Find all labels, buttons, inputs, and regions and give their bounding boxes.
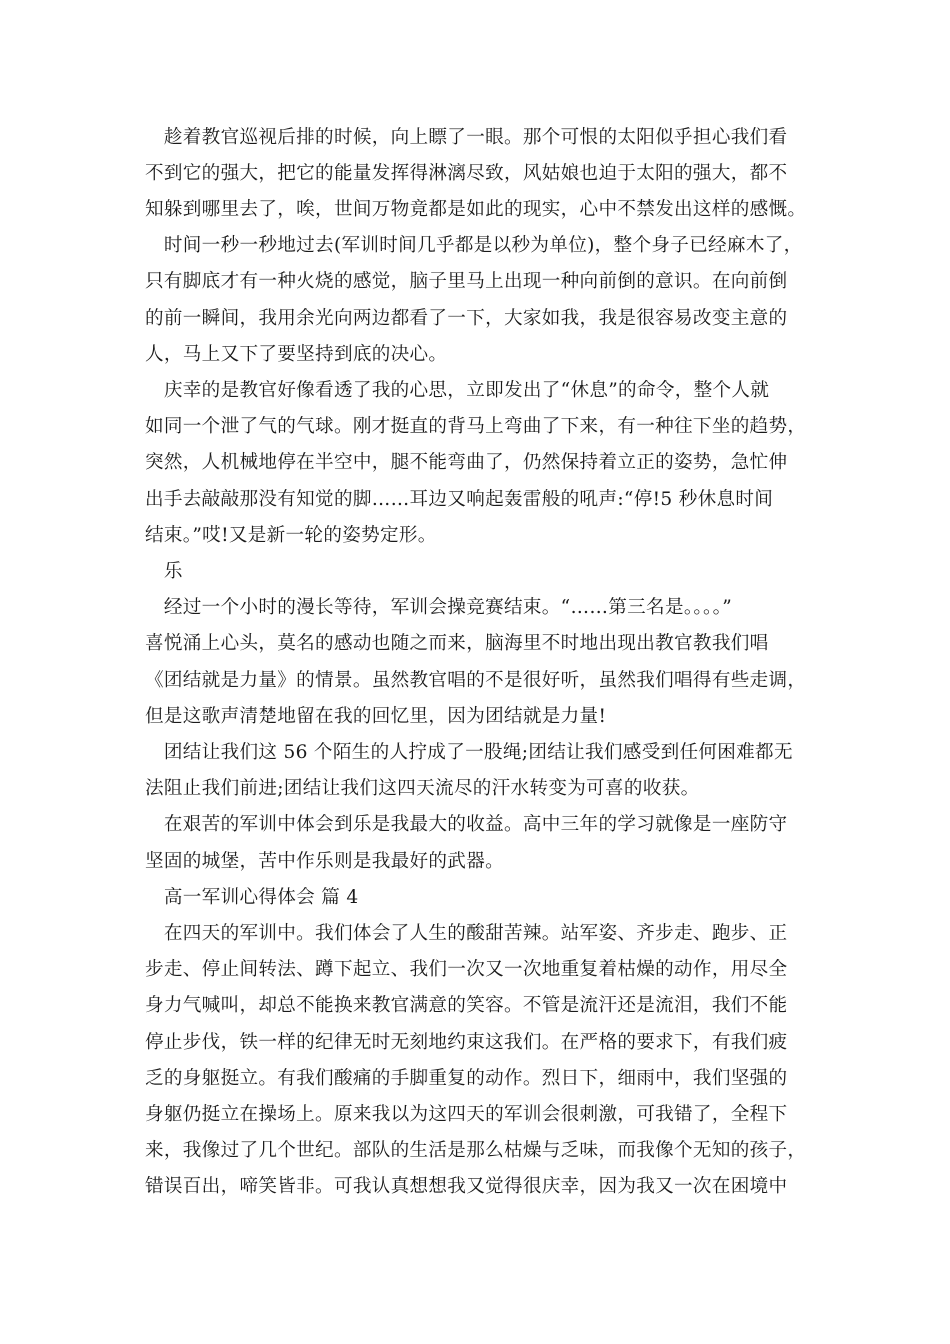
text-line: 但是这歌声清楚地留在我的回忆里，因为团结就是力量!: [145, 706, 607, 727]
text-line: 法阻止我们前进;团结让我们这四天流尽的汗水转变为可喜的收获。: [145, 778, 700, 799]
text-line: 来，我像过了几个世纪。部队的生活是那么枯燥与乏味，而我像个无知的孩子，: [145, 1140, 807, 1161]
text-line: 趁着教官巡视后排的时候，向上瞟了一眼。那个可恨的太阳似乎担心我们看: [145, 127, 788, 148]
text-line: 结束。”哎!又是新一轮的姿势定形。: [145, 525, 437, 546]
text-line: 在艰苦的军训中体会到乐是我最大的收益。高中三年的学习就像是一座防守: [145, 814, 788, 835]
text-line: 《团结就是力量》的情景。虽然教官唱的不是很好听，虽然我们唱得有些走调，: [145, 670, 807, 691]
text-line: 停止步伐，铁一样的纪律无时无刻地约束这我们。在严格的要求下，有我们疲: [145, 1032, 788, 1053]
text-line: 不到它的强大，把它的能量发挥得淋漓尽致，风姑娘也迫于太阳的强大，都不: [145, 163, 788, 184]
text-line: 在四天的军训中。我们体会了人生的酸甜苦辣。站军姿、齐步走、跑步、正: [145, 923, 788, 944]
text-line: 突然，人机械地停在半空中，腿不能弯曲了，仍然保持着立正的姿势，急忙伸: [145, 452, 788, 473]
text-line: 只有脚底才有一种火烧的感觉，脑子里马上出现一种向前倒的意识。在向前倒: [145, 271, 788, 292]
text-line: 经过一个小时的漫长等待，军训会操竞赛结束。“……第三名是。。。。”: [145, 597, 733, 618]
text-line: 身躯仍挺立在操场上。原来我以为这四天的军训会很刺激，可我错了，全程下: [145, 1104, 788, 1125]
text-line: 人，马上又下了要坚持到底的决心。: [145, 344, 448, 365]
text-line: 喜悦涌上心头，莫名的感动也随之而来，脑海里不时地出现出教官教我们唱: [145, 633, 769, 654]
text-line: 如同一个泄了气的气球。刚才挺直的背马上弯曲了下来，有一种往下坐的趋势，: [145, 416, 807, 437]
text-line: 步走、停止间转法、蹲下起立、我们一次又一次地重复着枯燥的动作，用尽全: [145, 959, 788, 980]
text-line: 的前一瞬间，我用余光向两边都看了一下，大家如我，我是很容易改变主意的: [145, 308, 788, 329]
text-line: 庆幸的是教官好像看透了我的心思，立即发出了“休息”的命令，整个人就: [145, 380, 770, 401]
text-line: 坚固的城堡，苦中作乐则是我最好的武器。: [145, 851, 504, 872]
text-line: 乏的身躯挺立。有我们酸痛的手脚重复的动作。烈日下，细雨中，我们坚强的: [145, 1068, 788, 1089]
text-line: 错误百出，啼笑皆非。可我认真想想我又觉得很庆幸，因为我又一次在困境中: [145, 1176, 788, 1197]
text-line: 时间一秒一秒地过去(军训时间几乎都是以秒为单位)，整个身子已经麻木了，: [145, 235, 803, 256]
section-heading: 高一军训心得体会 篇 4: [145, 887, 359, 908]
text-line: 知躲到哪里去了，唉，世间万物竟都是如此的现实，心中不禁发出这样的感慨。: [145, 199, 807, 220]
section-label: 乐: [145, 561, 183, 582]
text-line: 出手去敲敲那没有知觉的脚……耳边又响起轰雷般的吼声:“停!5 秒休息时间: [145, 489, 774, 510]
text-line: 团结让我们这 56 个陌生的人拧成了一股绳;团结让我们感受到任何困难都无: [145, 742, 793, 763]
text-line: 身力气喊叫，却总不能换来教官满意的笑容。不管是流汗还是流泪，我们不能: [145, 995, 788, 1016]
